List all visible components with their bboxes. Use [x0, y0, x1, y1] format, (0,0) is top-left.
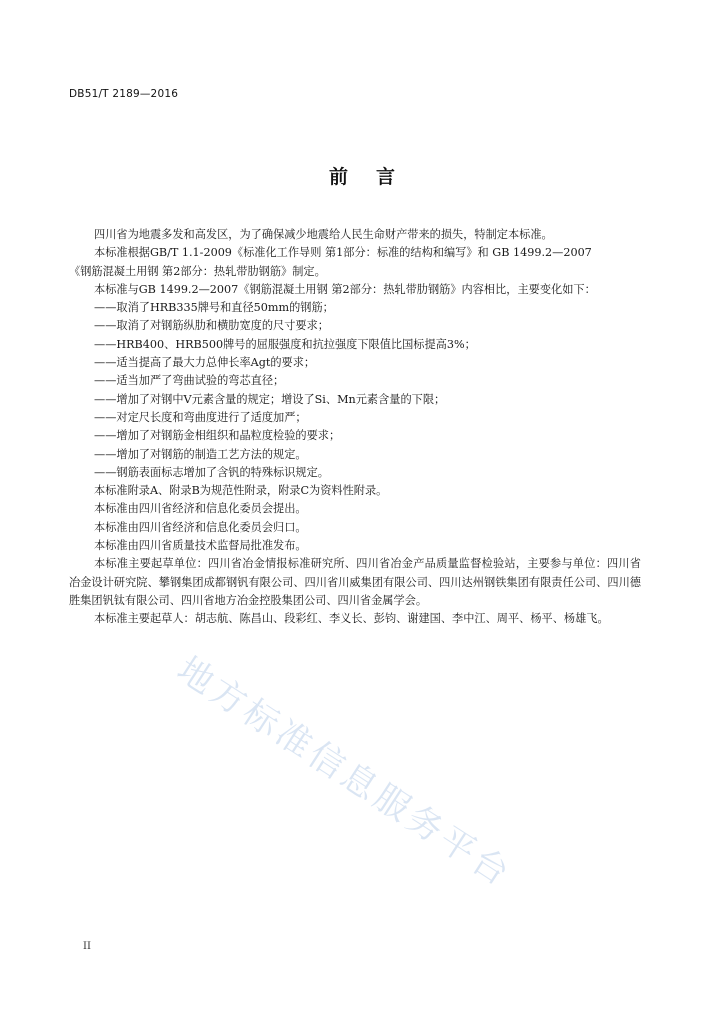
title-char-1: 前 — [328, 166, 348, 188]
list-item: ——增加了对钢筋的制造工艺方法的规定。 — [94, 447, 307, 461]
document-code: DB51/T 2189—2016 — [69, 88, 179, 100]
paragraph: 四川省为地震多发和高发区，为了确保减少地震给人民生命财产带来的损失，特制定本标准。 — [94, 228, 553, 241]
list-item: ——适当加严了弯曲试验的弯芯直径； — [94, 374, 285, 388]
paragraph: 本标准由四川省质量技术监督局批准发布。 — [94, 539, 307, 553]
page-title — [0, 162, 724, 189]
paragraph: 本标准附录A、附录B为规范性附录，附录C为资料性附录。 — [94, 484, 388, 498]
list-item: ——增加了对钢筋金相组织和晶粒度检验的要求； — [94, 429, 341, 443]
list-item: ——适当提高了最大力总伸长率Agt的要求； — [94, 356, 316, 370]
paragraph: 本标准与GB 1499.2—2007《钢筋混凝土用钢 第2部分：热轧带肋钢筋》内容相比，主要变化如下： — [94, 282, 596, 296]
list-item: ——HRB400、HRB500牌号的屈服强度和抗拉强度下限值比国标提高3%； — [94, 337, 476, 351]
paragraph: 本标准根据GB/T 1.1-2009《标准化工作导则 第1部分：标准的结构和编写》和 GB 1499.2—2007 — [94, 246, 592, 260]
paragraph: 本标准由四川省经济和信息化委员会归口。 — [94, 520, 307, 534]
list-item: ——对定尺长度和弯曲度进行了适度加严； — [94, 410, 307, 424]
list-item: ——取消了HRB335牌号和直径50mm的钢筋； — [94, 301, 334, 315]
paragraph: 本标准主要起草人：胡志航、陈昌山、段彩红、李义长、彭钧、谢建国、李中江、周平、杨平、杨雄飞。 — [94, 612, 609, 626]
paragraph: 本标准主要起草单位：四川省冶金情报标准研究所、四川省冶金产品质量监督检验站，主要参与单位：四川省冶金设计研究院、攀钢集团成都钢钒有限公司、四川省川威集团有限公司、四川达州钢铁集团有限责任公司、四川德胜集团钒钛有限公司、四川省地方冶金控股集团公司、四川省金属学会。 — [69, 557, 641, 607]
paragraph: 本标准由四川省经济和信息化委员会提出。 — [94, 502, 307, 516]
list-item: ——钢筋表面标志增加了含钒的特殊标识规定。 — [94, 465, 329, 479]
foreword-body — [69, 226, 641, 629]
watermark: 地方标准信息服务平台 — [169, 649, 519, 896]
paragraph: 《钢筋混凝土用钢 第2部分：热轧带肋钢筋》制定。 — [69, 264, 326, 278]
list-item: ——增加了对钢中V元素含量的规定；增设了Si、Mn元素含量的下限； — [94, 392, 446, 406]
list-item: ——取消了对钢筋纵肋和横肋宽度的尺寸要求； — [94, 319, 329, 333]
page-number: II — [83, 941, 91, 952]
title-char-2: 言 — [376, 166, 396, 188]
